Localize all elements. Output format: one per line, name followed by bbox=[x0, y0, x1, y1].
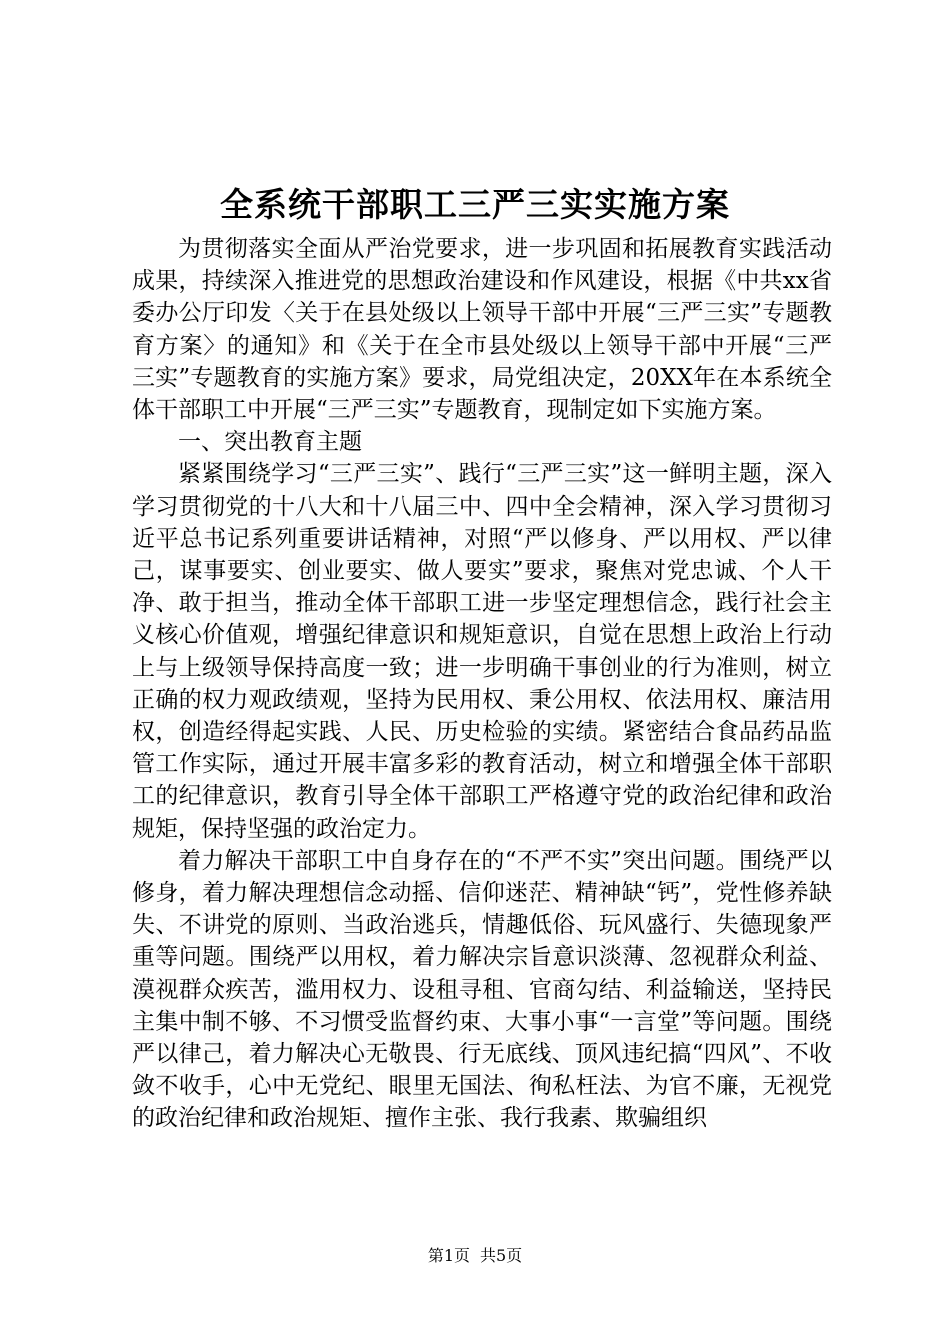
document-body bbox=[132, 233, 832, 1135]
document-title: 全系统干部职工三严三实实施方案 bbox=[220, 185, 730, 224]
intro-paragraph: 为贯彻落实全面从严治党要求，进一步巩固和拓展教育实践活动成果，持续深入推进党的思想政治建设和作风建设，根据《中共xx省委办公厅印发〈关于在县处级以上领导干部中开展“三严三实”专题教育方案〉的通知》和《关于在全市县处级以上领导干部中开展“三严三实”专题教育的实施方案》要求，局党组决定，20XX年在本系统全体干部职工中开展“三严三实”专题教育，现制定如下实施方案。 bbox=[132, 236, 832, 424]
section-heading: 一、突出教育主题 bbox=[178, 429, 362, 456]
body-paragraph: 紧紧围绕学习“三严三实”、践行“三严三实”这一鲜明主题，深入学习贯彻党的十八大和十八届三中、四中全会精神，深入学习贯彻习近平总书记系列重要讲话精神，对照“严以修身、严以用权、严以律己，谋事要实、创业要实、做人要实”要求，聚焦对党忠诚、个人干净、敢于担当，推动全体干部职工进一步坚定理想信念，践行社会主义核心价值观，增强纪律意识和规矩意识，自觉在思想上政治上行动上与上级领导保持高度一致；进一步明确干事创业的行为准则，树立正确的权力观政绩观，坚持为民用权、秉公用权、依法用权、廉洁用权，创造经得起实践、人民、历史检验的实绩。紧密结合食品药品监管工作实际，通过开展丰富多彩的教育活动，树立和增强全体干部职工的纪律意识，教育引导全体干部职工严格遵守党的政治纪律和政治规矩，保持坚强的政治定力。 bbox=[132, 461, 832, 842]
page-total: 共5页 bbox=[480, 1246, 523, 1265]
page-footer bbox=[0, 1246, 950, 1266]
body-paragraph: 着力解决干部职工中自身存在的“不严不实”突出问题。围绕严以修身，着力解决理想信念动摇、信仰迷茫、精神缺“钙”，党性修养缺失、不讲党的原则、当政治逃兵，情趣低俗、玩风盛行、失德现象严重等问题。围绕严以用权，着力解决宗旨意识淡薄、忽视群众利益、漠视群众疾苦，滥用权力、设租寻租、官商勾结、利益输送，坚持民主集中制不够、不习惯受监督约束、大事小事“一言堂”等问题。围绕严以律己，着力解决心无敬畏、行无底线、顶风违纪搞“四风”、不收敛不收手，心中无党纪、眼里无国法、徇私枉法、为官不廉，无视党的政治纪律和政治规矩、擅作主张、我行我素、欺骗组织 bbox=[132, 847, 832, 1132]
page-number: 第1页 bbox=[427, 1246, 470, 1265]
